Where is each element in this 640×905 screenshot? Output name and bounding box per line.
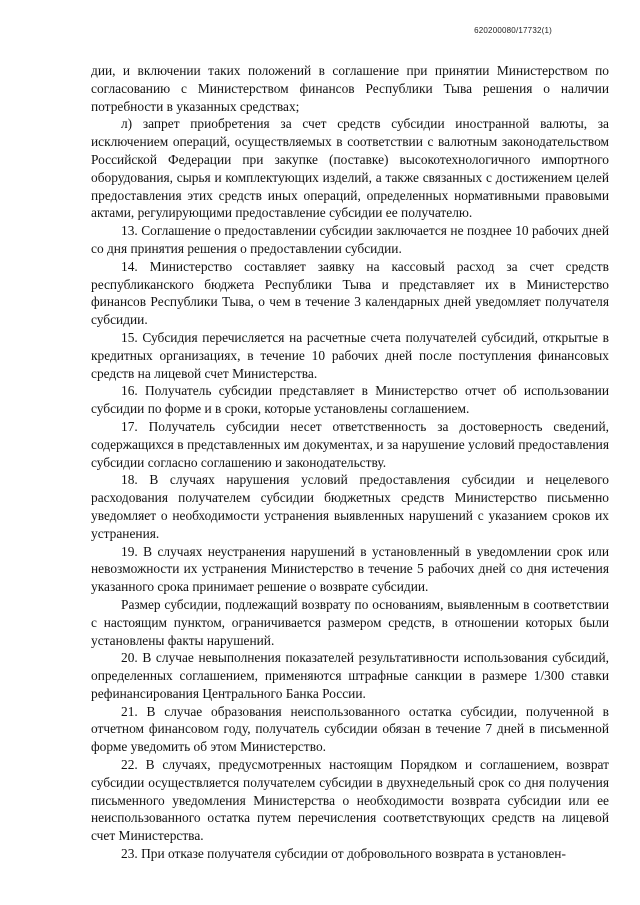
paragraph-22: 22. В случаях, предусмотренных настоящим Порядком и соглашением, возврат субсидии осуществляется получателем субсидии в двухнедельный срок со дня получения письменного уведомления Министерства о необходимости возврата субсидии или ее неиспользованного остатка путем перечисления соответствующих средств на лицевой счет Министерства. — [91, 757, 609, 844]
paragraph-17: 17. Получатель субсидии несет ответственность за достоверность сведений, содержащихся в представленных им документах, и за нарушение условий предоставления субсидии согласно соглашению и законодательству. — [91, 418, 609, 470]
document-id: 620200080/17732(1) — [474, 26, 552, 35]
paragraph-continuation: дии, и включении таких положений в соглашение при принятии Министерством по согласованию с Министерством финансов Республики Тыва решения о наличии потребности в указанных средствах; — [91, 63, 609, 114]
paragraph-16: 16. Получатель субсидии представляет в Министерство отчет об использовании субсидии по форме и в сроки, которые установлены соглашением. — [91, 383, 609, 417]
paragraph-21: 21. В случае образования неиспользованного остатка субсидии, полученной в отчетном финансовом году, получатель субсидии обязан в течение 7 дней в письменной форме уведомить об этом Министерство. — [91, 703, 609, 755]
paragraph-15: 15. Субсидия перечисляется на расчетные счета получателей субсидий, открытые в кредитных организациях, в течение 10 рабочих дней после поступления финансовых средств на лицевой счет Министерства. — [91, 329, 609, 381]
paragraph-18: 18. В случаях нарушения условий предоставления субсидии и нецелевого расходования получателем субсидии бюджетных средств Министерство письменно уведомляет о необходимости устранения выявленных нарушений с указанием сроков их устранения. — [91, 472, 609, 541]
paragraph-20: 20. В случае невыполнения показателей результативности использования субсидий, определенных соглашением, применяются штрафные санкции в размере 1/300 ставки рефинансирования Центрального Банка России. — [91, 650, 609, 701]
paragraph-19: 19. В случаях неустранения нарушений в установленный в уведомлении срок или невозможности их устранения Министерство в течение 5 рабочих дней со дня истечения указанного срока принимает решение о возврате субсидии. — [91, 543, 609, 595]
paragraph-23: 23. При отказе получателя субсидии от добровольного возврата в установлен- — [121, 846, 566, 862]
paragraph-13: 13. Соглашение о предоставлении субсидии заключается не позднее 10 рабочих дней со дня принятия решения о предоставлении субсидии. — [91, 223, 609, 256]
paragraph-19-refund-size: Размер субсидии, подлежащий возврату по основаниям, выявленным в соответствии с настоящим пунктом, ограничивается размером средств, в отношении которых были установлены факты нарушений. — [91, 596, 609, 648]
paragraph-14: 14. Министерство составляет заявку на кассовый расход за счет средств республиканского бюджета Республики Тыва и представляет их в Министерство финансов Республики Тыва, о чем в течение 3 календарных дней уведомляет получателя субсидии. — [91, 258, 609, 328]
paragraph-item-l: л) запрет приобретения за счет средств субсидии иностранной валюты, за исключением операций, осуществляемых в соответствии с валютным законодательством Российской Федерации при закупке (поставке) высокотехнологичного импортного оборудования, сырья и комплектующих изделий, а также связанных с достижением целей предоставления этих средств иных операций, определенных нормативными правовыми актами, регулирующими предоставление субсидии ее получателю. — [91, 116, 609, 221]
document-body — [91, 62, 609, 863]
